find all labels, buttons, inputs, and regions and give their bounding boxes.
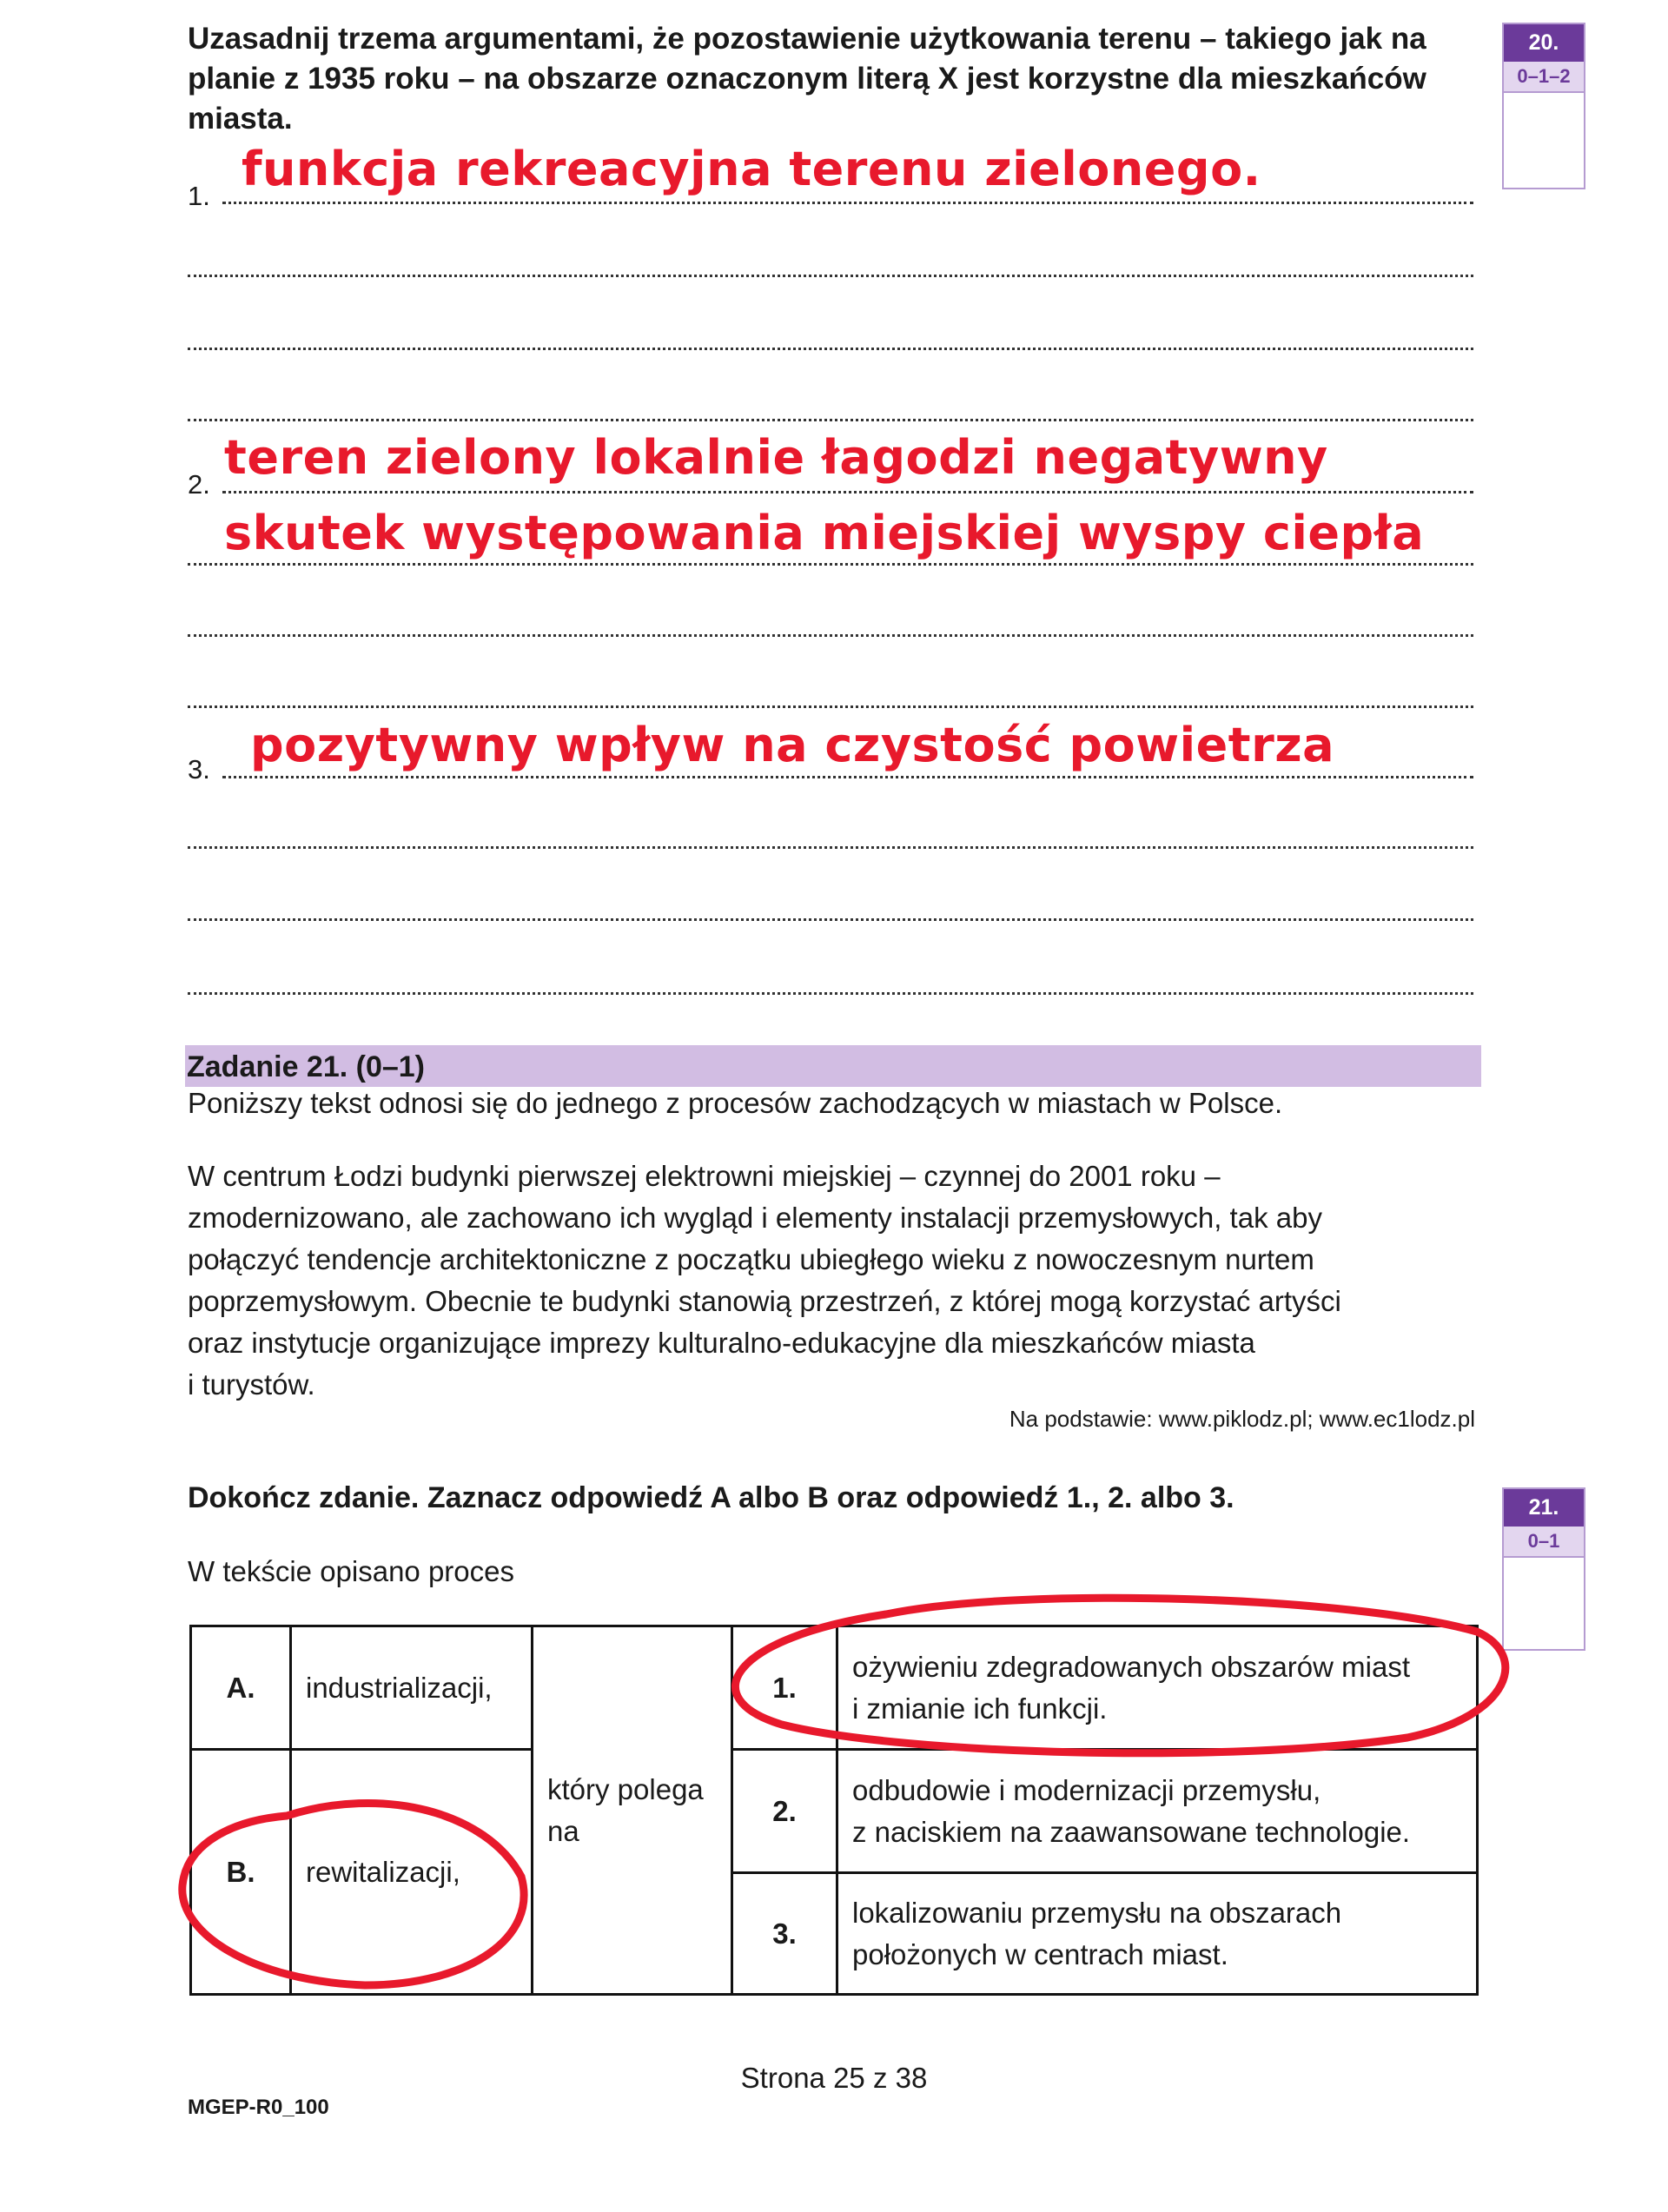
page-number: Strona 25 z 38 [740,2062,928,2094]
handwritten-answer-2-line-2: skutek występowania miejskiej wyspy ciepła [224,506,1425,560]
answer-number-1: 1. [188,181,210,211]
answer-number-3: 3. [188,754,210,785]
paragraph-line: zmodernizowano, ale zachowano ich wygląd i elementy instalacji przemysłowych, tak aby [188,1202,1322,1234]
task20-instruction: Uzasadnij trzema argumentami, że pozostawienie użytkowania terenu – takiego jak na planie z 1935 roku – na obszarze oznaczonym literą X jest korzystne dla mieszkańców miasta. [188,22,1426,136]
circle-mark-option-1 [735,1598,1505,1753]
document-code: MGEP-R0_100 [188,2096,329,2119]
paragraph-line: połączyć tendencje architektoniczne z początku ubiegłego wieku z nowoczesnym nurtem [188,1243,1314,1275]
paragraph-line: oraz instytucje organizujące imprezy kulturalno-edukacyjne dla mieszkańców miasta [188,1327,1255,1359]
task21-header: Zadanie 21. (0–1) [185,1045,1481,1087]
option-line: lokalizowaniu przemysłu na obszarach [852,1896,1342,1929]
sentence-start: W tekście opisano proces [188,1555,515,1587]
score-box-points: 0–1–2 [1504,62,1584,93]
option-line: odbudowie i modernizacji przemysłu, [852,1773,1321,1806]
score-box-number: 20. [1504,24,1584,62]
handwritten-answer-3: pozytywny wpływ na czystość powietrza [250,718,1335,772]
option-number-3[interactable]: 3. [732,1873,837,1995]
task21-intro: Poniższy tekst odnosi się do jednego z procesów zachodzących w miastach w Polsce. [188,1087,1283,1119]
option-line: położonych w centrach miast. [852,1937,1228,1970]
option-letter-b[interactable]: B. [191,1750,291,1995]
option-number-1[interactable]: 1. [732,1626,837,1750]
option-line: z naciskiem na zaawansowane technologie. [852,1815,1411,1848]
answer-number-2: 2. [188,469,210,500]
paragraph-line: W centrum Łodzi budynki pierwszej elektrowni miejskiej – czynnej do 2001 roku – [188,1160,1221,1192]
handwritten-answer-2-line-1: teren zielony lokalnie łagodzi negatywny [224,430,1328,485]
option-text-b[interactable]: rewitalizacji, [291,1750,533,1995]
task21-command: Dokończ zdanie. Zaznacz odpowiedź A albo B oraz odpowiedź 1., 2. albo 3. [188,1481,1234,1514]
handwritten-answer-1: funkcja rekreacyjna terenu zielonego. [242,142,1261,196]
score-box-number: 21. [1504,1489,1584,1527]
source-citation: Na podstawie: www.piklodz.pl; www.ec1lodz.pl [1009,1406,1475,1432]
option-line: ożywieniu zdegradowanych obszarów miast [852,1650,1410,1683]
connector-line: który polega [547,1772,704,1805]
paragraph-line: i turystów. [188,1368,315,1401]
option-number-2[interactable]: 2. [732,1750,837,1873]
circle-mark-option-b [182,1803,524,1985]
option-letter-a[interactable]: A. [191,1626,291,1750]
score-box-points: 0–1 [1504,1527,1584,1558]
option-line: i zmianie ich funkcji. [852,1692,1108,1725]
paragraph-line: poprzemysłowym. Obecnie te budynki stanowią przestrzeń, z której mogą korzystać artyści [188,1285,1341,1317]
connector-line: na [547,1814,579,1847]
option-text-a[interactable]: industrializacji, [291,1626,533,1750]
